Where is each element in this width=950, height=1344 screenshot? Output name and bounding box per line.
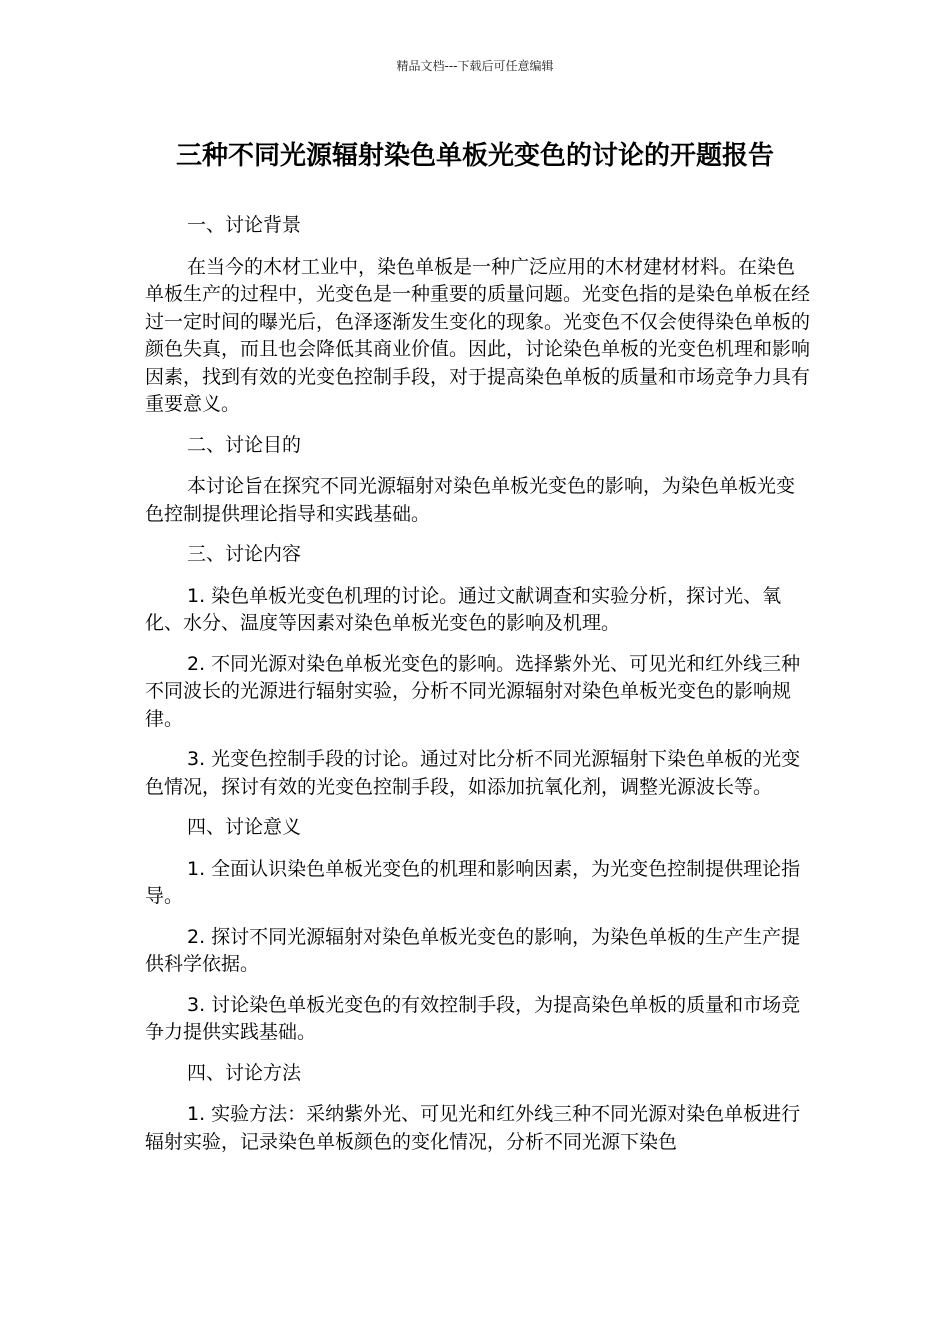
paragraph-content-3: 3. 光变色控制手段的讨论。通过对比分析不同光源辐射下染色单板的光变色情况，探讨有效的光变色控制手段，如添加抗氧化剂，调整光源波长等。 [145,748,801,798]
document-title: 三种不同光源辐射染色单板光变色的讨论的开题报告 [175,141,774,171]
paragraph-purpose: 本讨论旨在探究不同光源辐射对染色单板光变色的影响，为染色单板光变色控制提供理论指导和实践基础。 [145,475,796,525]
section-heading-background: 一、讨论背景 [187,214,302,236]
section-heading-method: 四、讨论方法 [187,1061,302,1084]
paragraph-background: 在当今的木材工业中，染色单板是一种广泛应用的木材建材材料。在染色单板生产的过程中，光变色是一种重要的质量问题。光变色指的是染色单板在经过一定时间的曝光后，色泽逐渐发生变化的现象。光变色不仅会使得染色单板的颜色失真，而且也会降低其商业价值。因此，讨论染色单板的光变色机理和影响因素，找到有效的光变色控制手段，对于提高染色单板的质量和市场竞争力具有重要意义。 [145,255,811,415]
section-heading-content: 三、讨论内容 [187,543,302,565]
header-note: 精品文档---下载后可任意编辑 [396,59,554,73]
section-heading-significance: 四、讨论意义 [187,816,302,838]
paragraph-significance-2: 2. 探讨不同光源辐射对染色单板光变色的影响，为染色单板的生产生产提供科学依据。 [145,925,801,975]
document-body [145,212,810,1169]
section-heading-purpose: 二、讨论目的 [187,433,302,456]
paragraph-content-2: 2. 不同光源对染色单板光变色的影响。选择紫外光、可见光和红外线三种不同波长的光源进行辐射实验，分析不同光源辐射对染色单板光变色的影响规律。 [145,652,801,730]
paragraph-content-1: 1. 染色单板光变色机理的讨论。通过文献调查和实验分析，探讨光、氧化、水分、温度等因素对染色单板光变色的影响及机理。 [145,584,782,634]
paragraph-significance-1: 1. 全面认识染色单板光变色的机理和影响因素，为光变色控制提供理论指导。 [145,857,801,907]
paragraph-method-1: 1. 实验方法：采纳紫外光、可见光和红外线三种不同光源对染色单板进行辐射实验，记录染色单板颜色的变化情况，分析不同光源下染色 [145,1103,801,1153]
paragraph-significance-3: 3. 讨论染色单板光变色的有效控制手段，为提高染色单板的质量和市场竞争力提供实践基础。 [145,993,801,1043]
